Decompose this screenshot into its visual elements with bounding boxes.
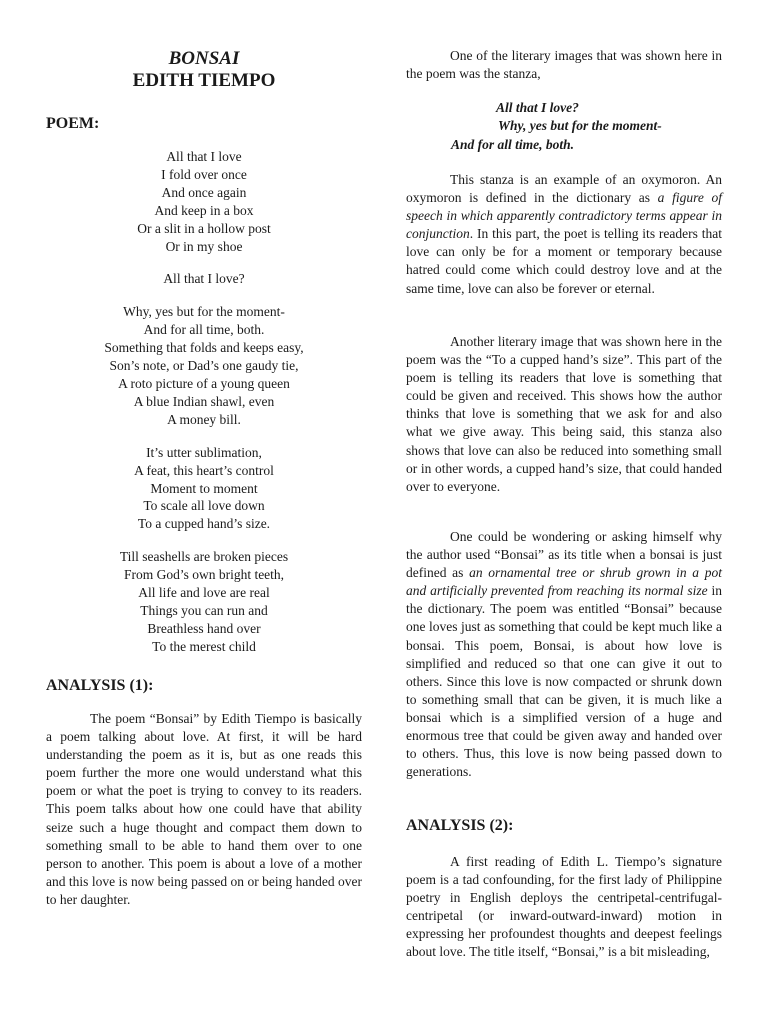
quote-line: Why, yes but for the moment- xyxy=(498,118,662,134)
poem-line: All that I love xyxy=(166,149,242,164)
poem-line: Moment to moment xyxy=(150,480,258,496)
poem-line: And for all time, both. xyxy=(143,322,265,338)
poem-line: Son’s note, or Dad’s one gaudy tie, xyxy=(109,358,299,374)
poem-line: From God’s own bright teeth, xyxy=(123,567,285,583)
poem-line: I fold over once xyxy=(161,166,247,182)
poem-line: To scale all love down xyxy=(143,498,265,514)
poem-line: All life and love are real xyxy=(138,585,270,601)
intro-paragraph: One of the literary images that was shown here in the poem was the stanza, xyxy=(406,48,722,82)
quote-line: And for all time, both. xyxy=(451,136,575,152)
oxymoron-text: This stanza is an example of an oxymoron. An oxymoron is defined in the dictionary as xyxy=(406,172,722,206)
oxymoron-text-end: . In this part, the poet is telling its readers that love can only be for a moment or temporary because hatred could come which could destroy love and at the same time, love can also be forever or eternal. xyxy=(406,226,722,296)
poem-line: And keep in a box xyxy=(154,202,254,218)
poem-line: It’s utter sublimation, xyxy=(146,444,262,460)
poem-stanza xyxy=(46,270,362,288)
poem-line: Or a slit in a hollow post xyxy=(137,220,271,236)
poem-stanza xyxy=(46,148,362,255)
author-name: EDITH TIEMPO xyxy=(132,70,276,91)
poem-title: BONSAI xyxy=(168,48,240,69)
bonsai-text: One could be wondering or asking himself why the author used “Bonsai” as its title when a bonsai is just defined as xyxy=(406,529,722,581)
poem-stanza xyxy=(46,548,362,655)
poem-line: To a cupped hand’s size. xyxy=(137,516,271,532)
poem-line: Something that folds and keeps easy, xyxy=(104,340,304,356)
oxymoron-definition: a figure of speech in which apparently contradictory terms appear in conjunction xyxy=(406,190,722,242)
bonsai-definition: an ornamental tree or shrub grown in a pot and artificially prevented from reaching its normal size xyxy=(406,565,722,599)
quote-line: All that I love? xyxy=(496,100,579,115)
poem-line: A roto picture of a young queen xyxy=(118,375,290,391)
analysis-2-heading: ANALYSIS (2): xyxy=(406,817,514,834)
poem-line: A feat, this heart’s control xyxy=(134,462,274,478)
poem-line: Breathless hand over xyxy=(147,620,261,636)
poem-stanza xyxy=(46,444,362,534)
analysis-1-heading: ANALYSIS (1): xyxy=(46,677,154,694)
analysis-2-paragraph: A first reading of Edith L. Tiempo’s signature poem is a tad confounding, for the first lady of Philippine poetry in English deploys the centripetal-centrifugal-centripetal (or inward-outward-inward) motion in expressing her profoundest thoughts and deepest feelings about love. The title itself, “Bonsai,” is a bit misleading, xyxy=(406,854,722,960)
poem-line: A blue Indian shawl, even xyxy=(133,393,275,409)
poem-line: Or in my shoe xyxy=(165,238,243,254)
poem-stanza xyxy=(46,303,362,428)
poem-heading: POEM: xyxy=(46,115,100,132)
bonsai-text-end: in the dictionary. The poem was entitled “Bonsai” because one loves just as something that could be kept much like a bonsai. This poem, Bonsai, is about how love is simplified and reduced so that one can give it out to others. Since this love is now compacted or shrunk down to something small that can be given, it is much like a bonsai which is a simplified version of a huge and enormous tree that could be given away and handed over to others. Thus, this love is now being passed down to generations. xyxy=(406,583,722,780)
poem-line: Why, yes but for the moment- xyxy=(123,304,285,320)
bonsai-title-paragraph xyxy=(406,528,722,781)
document-title xyxy=(46,48,362,92)
poem-line: Things you can run and xyxy=(140,602,268,618)
poem-line: Till seashells are broken pieces xyxy=(119,549,289,565)
poem-line: And once again xyxy=(161,184,247,200)
poem-line: All that I love? xyxy=(163,271,245,287)
cupped-hand-paragraph: Another literary image that was shown here in the poem was the “To a cupped hand’s size”. This part of the poem is telling its readers that love is something that could be given and received. This shows how the author thinks that love is something that we ask for and also what we give away. This being said, this stanza also shows that love can also be reduced into something small or in other words, a cupped hand’s size, that could handed over to everyone. xyxy=(406,334,722,494)
poem-line: A money bill. xyxy=(167,411,241,427)
analysis-1-paragraph: The poem “Bonsai” by Edith Tiempo is basically a poem talking about love. At first, it will be hard understanding the poem as it is, but as one reads this poem further the more one would understand what this poem or what the poet is trying to convey to its readers. This poem talks about how one could have that ability seize such a huge thought and compact them down to something small to be able to hand them over to one person to another. This poem is about a love of a mother and this love is now being passed on or being handed over to her daughter. xyxy=(46,711,362,907)
poem-line: To the merest child xyxy=(152,638,256,654)
quoted-stanza xyxy=(406,99,722,154)
oxymoron-paragraph xyxy=(406,171,722,298)
poem-text xyxy=(46,148,362,671)
